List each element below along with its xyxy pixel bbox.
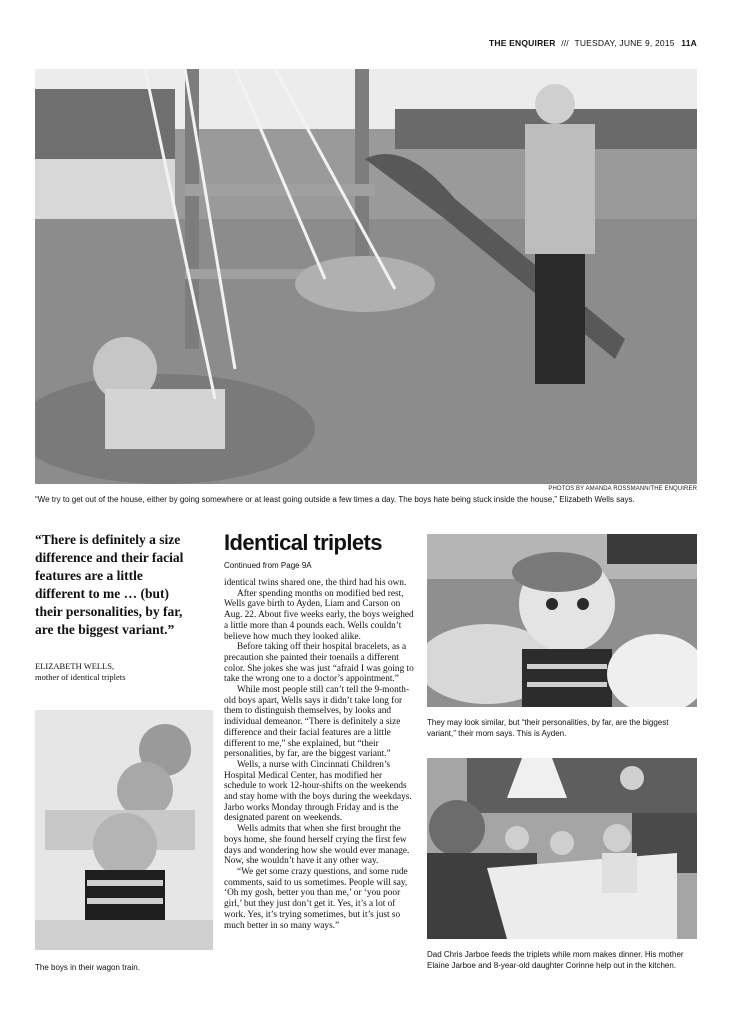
article-paragraph: Wells admits that when she first brought the boys home, she found herself crying the first few days and wondering how she would ever manage. Now, she wouldn’t have it any other way. xyxy=(224,824,410,867)
continued-from: Continued from Page 9A xyxy=(224,561,312,570)
wagon-photo-graphic xyxy=(35,710,213,950)
main-photo-swing-set xyxy=(35,69,697,484)
article-paragraph: “We get some crazy questions, and some rude comments, said to us sometimes. People will say, ‘Oh my gosh, better you than me,’ or ‘you poor girl,’ but they just don’t get it. Yes, it’s a lot of work. Yes, it’s trying sometimes, but it’s just so much better in so many ways.” xyxy=(224,866,408,931)
photo-kitchen xyxy=(427,758,697,939)
kitchen-photo-graphic xyxy=(427,758,697,939)
article-paragraph: identical twins shared one, the third had his own. xyxy=(224,578,407,588)
ayden-photo-caption: They may look similar, but “their personalities, by far, are the biggest variant,” their mom says. This is Ayden. xyxy=(427,718,669,738)
pull-quote: “There is definitely a size difference and their facial features are a little different to me … (but) their personalities, by far, are the biggest variant.” xyxy=(35,532,184,637)
ayden-photo-graphic xyxy=(427,534,697,707)
header-date: TUESDAY, JUNE 9, 2015 xyxy=(574,38,675,48)
photo-credit: PHOTOS BY AMANDA ROSSMANN/THE ENQUIRER xyxy=(548,486,697,492)
pull-quote-attribution-name: ELIZABETH WELLS, xyxy=(35,661,115,671)
article-headline: Identical triplets xyxy=(224,530,382,555)
main-photo-caption: “We try to get out of the house, either by going somewhere or at least going outside a few times a day. The boys hate being stuck inside the house,” Elizabeth Wells says. xyxy=(35,495,635,504)
kitchen-photo-caption: Dad Chris Jarboe feeds the triplets while mom makes dinner. His mother Elaine Jarboe and 8-year-old daughter Corinne help out in the kitchen. xyxy=(427,950,684,970)
publication-name: THE ENQUIRER xyxy=(488,38,556,48)
wagon-photo-caption: The boys in their wagon train. xyxy=(35,963,140,972)
article-paragraph: After spending months on modified bed rest, Wells gave birth to Ayden, Liam and Carson on Aug. 22. About five weeks early, the boys weighed a little more than 4 pounds each. Wells couldn’t believe how much they looked alike. xyxy=(224,588,414,642)
page-header xyxy=(489,38,697,48)
article-paragraph: While most people still can’t tell the 9-month-old boys apart, Wells says it didn’t take long for them to distinguish themselves, by looks and individual demeanor. “There is definitely a size difference and their facial features are a little different to me,” she explained, but “their personalities, by far, are the biggest variant.” xyxy=(224,685,410,760)
main-photo-graphic xyxy=(35,69,697,484)
article-paragraph: Before taking off their hospital bracelets, as a precaution she painted their toenails a different color. She jokes she was just “afraid I was going to take the wrong one to a doctor’s appointment.” xyxy=(224,642,414,685)
header-separator: /// xyxy=(561,38,569,48)
page-number: 11A xyxy=(681,38,697,48)
pull-quote-attribution-role: mother of identical triplets xyxy=(35,672,126,682)
photo-wagon-train xyxy=(35,710,213,950)
article-paragraph: Wells, a nurse with Cincinnati Children’s Hospital Medical Center, has modified her schedule to work 12-hour-shifts on the weekends and stay home with the boys during the weekdays. Jarbo works Monday through Friday and is the designated parent on weekends. xyxy=(224,759,412,824)
photo-ayden xyxy=(427,534,697,707)
article-body xyxy=(224,578,416,931)
